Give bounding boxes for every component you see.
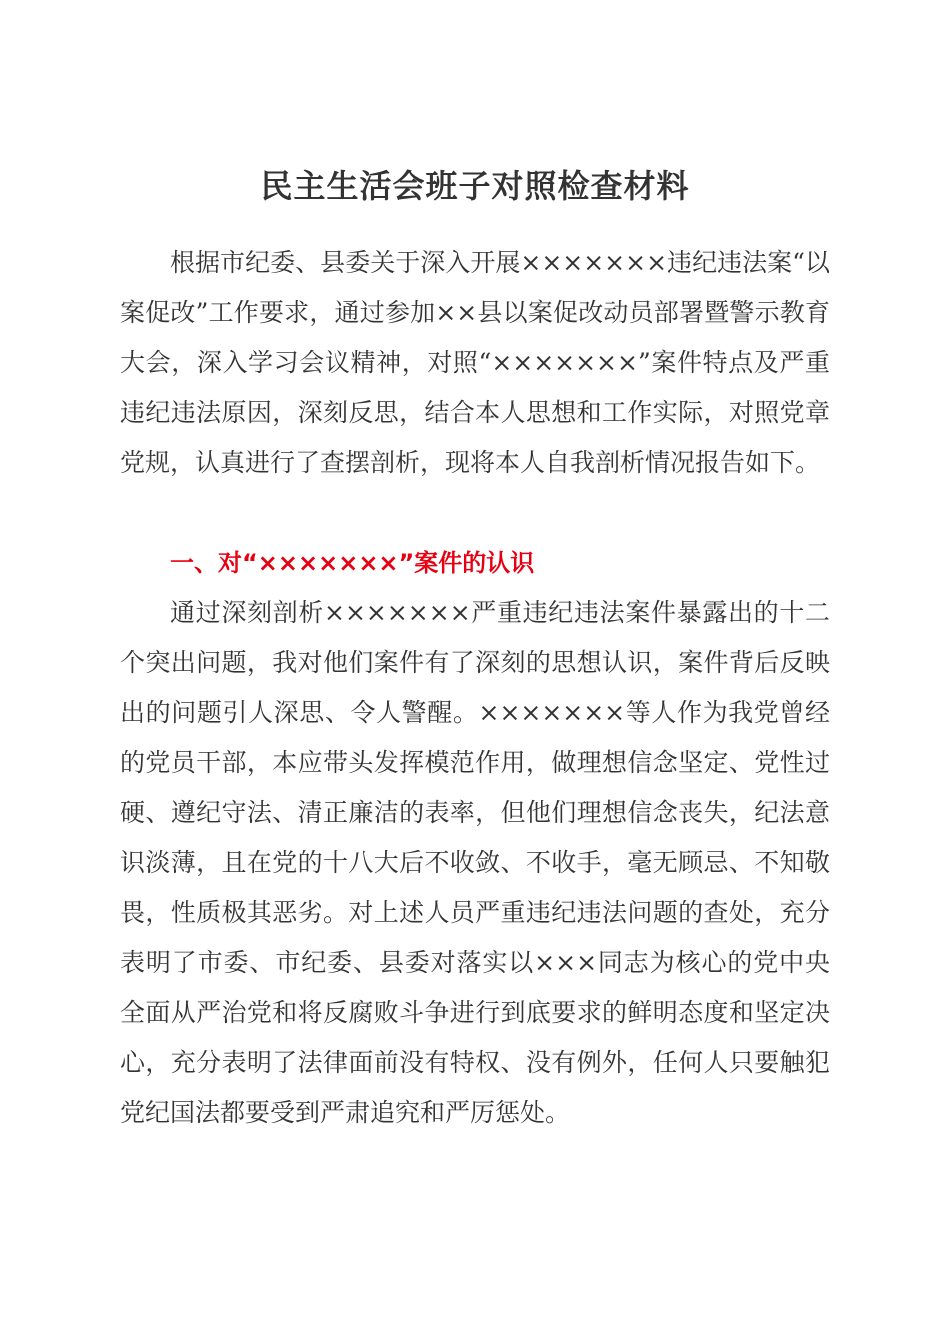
document-title: 民主生活会班子对照检查材料 xyxy=(260,167,690,205)
intro-paragraph: 根据市纪委、县委关于深入开展×××××××违纪违法案“以案促改”工作要求，通过参加××县以案促改动员部署暨警示教育大会，深入学习会议精神，对照“×××××××”案件特点及严重违纪违法原因，深刻反思，结合本人思想和工作实际，对照党章党规，认真进行了查摆剖析，现将本人自我剖析情况报告如下。 xyxy=(120,248,830,477)
analysis-paragraph: 通过深刻剖析×××××××严重违纪违法案件暴露出的十二个突出问题，我对他们案件有了深刻的思想认识，案件背后反映出的问题引人深思、令人警醒。×××××××等人作为我党曾经的党员干部，本应带头发挥模范作用，做理想信念坚定、党性过硬、遵纪守法、清正廉洁的表率，但他们理想信念丧失，纪法意识淡薄，且在党的十八大后不收敛、不收手，毫无顾忌、不知敬畏，性质极其恶劣。对上述人员严重违纪违法问题的查处，充分表明了市委、市纪委、县委对落实以×××同志为核心的党中央全面从严治党和将反腐败斗争进行到底要求的鲜明态度和坚定决心，充分表明了法律面前没有特权、没有例外，任何人只要触犯党纪国法都要受到严肃追究和严厉惩处。 xyxy=(120,598,830,1127)
section-heading: 一、对“×××××××”案件的认识 xyxy=(170,549,535,577)
